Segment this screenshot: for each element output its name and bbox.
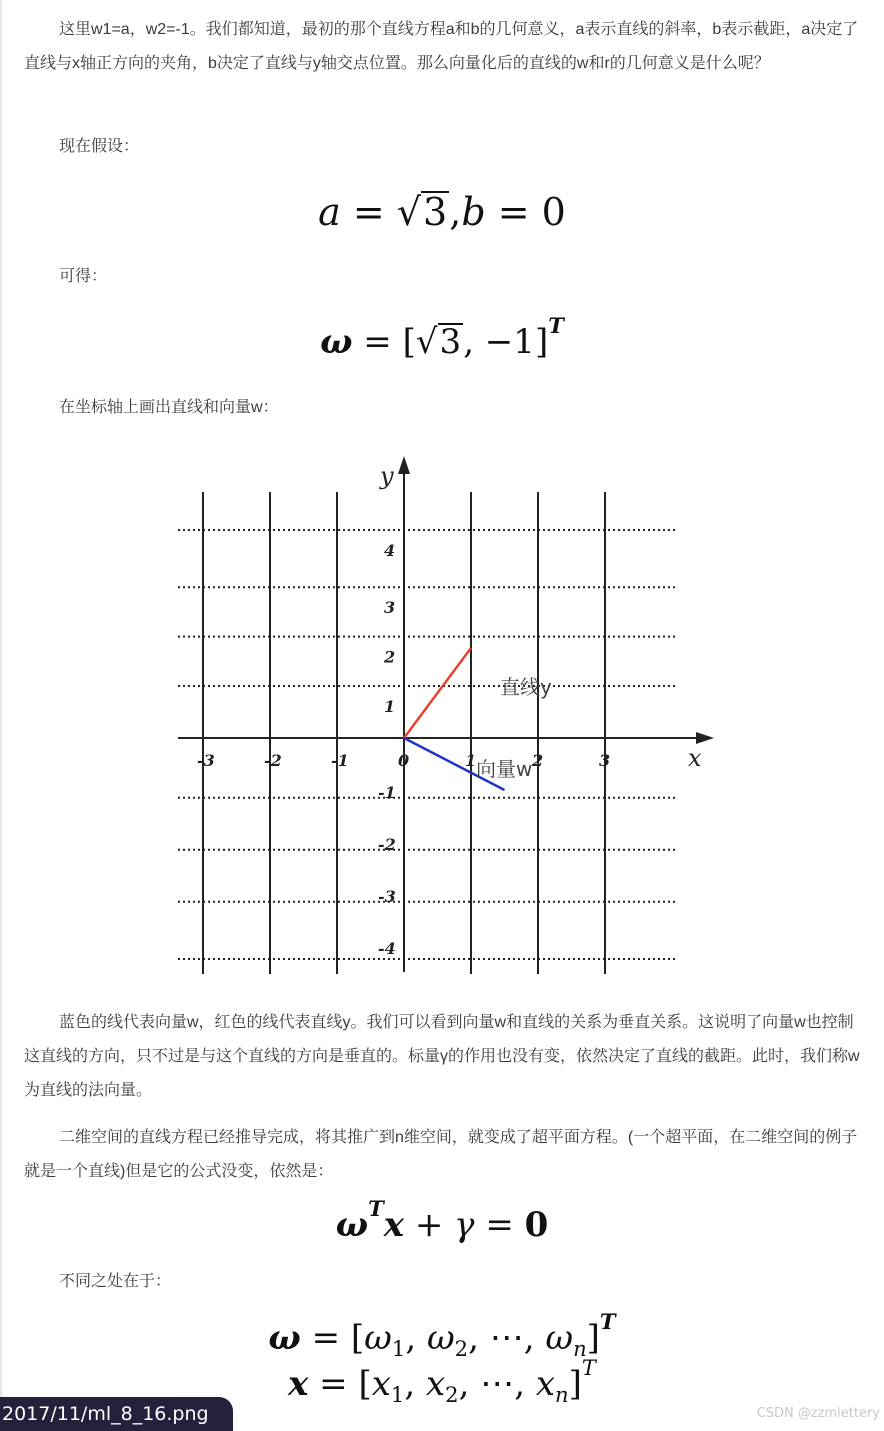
paragraph-difference: 不同之处在于：: [59, 1273, 172, 1290]
paragraph-plot-intro: 在坐标轴上画出直线和向量w：: [59, 399, 279, 416]
plot-lines: [404, 648, 552, 790]
y-tick-label: 4: [384, 541, 396, 560]
paragraph-generalization: 二维空间的直线方程已经推导完成，将其推广到n维空间，就变成了超平面方程。(一个超平面，在二维空间的例子就是一个直线)但是它的公式没变，依然是：: [24, 1129, 858, 1180]
equation-a-b: a = √3,b = 0: [318, 190, 566, 234]
y-tick-label: 3: [384, 598, 396, 618]
image-filename-badge: 2017/11/ml_8_16.png: [0, 1397, 233, 1431]
x-axis-arrow: [696, 732, 714, 744]
y-tick-label: -1: [378, 783, 396, 802]
line-y-label: 直线y: [500, 675, 552, 699]
equation-omega-components: $\omega = [\omega_1$, $\omega_2$, ⋯, $\omega_n]^T$: [268, 1308, 616, 1362]
y-tick-label: -4: [378, 939, 396, 958]
x-tick-label: 3: [599, 751, 611, 770]
y-tick-label: -2: [378, 835, 396, 854]
paragraph-intro: 这里w1=a，w2=-1。我们都知道，最初的那个直线方程a和b的几何意义，a表示直线的斜率，b表示截距，a决定了直线与x轴正方向的夹角，b决定了直线与y轴交点位置。那么向量化后的直线的w和r的几何意义是什么呢？: [24, 21, 859, 72]
paragraph-explanation: 蓝色的线代表向量w，红色的线代表直线y。我们可以看到向量w和直线的关系为垂直关系。这说明了向量w也控制这直线的方向，只不过是与这个直线的方向是垂直的。标量γ的作用也没有变，依然决定了直线的截距。此时，我们称w为直线的法向量。: [24, 1014, 860, 1099]
paragraph-result: 可得：: [59, 268, 108, 285]
equation-omega-vector: ω = [√3, −1]$^T$: [320, 312, 564, 362]
y-axis-arrow: [398, 456, 410, 474]
y-tick-label: 2: [384, 647, 396, 667]
equation-hyperplane: $\omega^Tx + \gamma = 0$: [335, 1195, 549, 1245]
x-tick-label: 2: [532, 751, 544, 770]
watermark: CSDN @zzmlettery: [756, 1406, 880, 1421]
x-tick-label: 1: [465, 751, 477, 770]
y-axis-label: y: [380, 462, 394, 490]
paragraph-assume: 现在假设：: [59, 138, 140, 155]
x-axis-label: x: [688, 744, 702, 772]
coordinate-figure: [150, 450, 730, 990]
x-tick-label: -3: [197, 751, 215, 770]
horizontal-gridlines: [178, 530, 676, 959]
x-tick-label: -2: [264, 751, 282, 770]
y-tick-label: -3: [378, 887, 396, 906]
axes: [178, 456, 714, 972]
x-tick-label: 0: [398, 751, 410, 770]
red-line-y: [404, 648, 471, 738]
y-tick-label: 1: [384, 697, 396, 716]
vector-w-label: 向量w: [476, 757, 533, 781]
x-tick-label: -1: [331, 751, 349, 770]
equation-x-components: $x = [x_1$, $x_2$, ⋯, $x_n]^T$: [288, 1354, 596, 1408]
